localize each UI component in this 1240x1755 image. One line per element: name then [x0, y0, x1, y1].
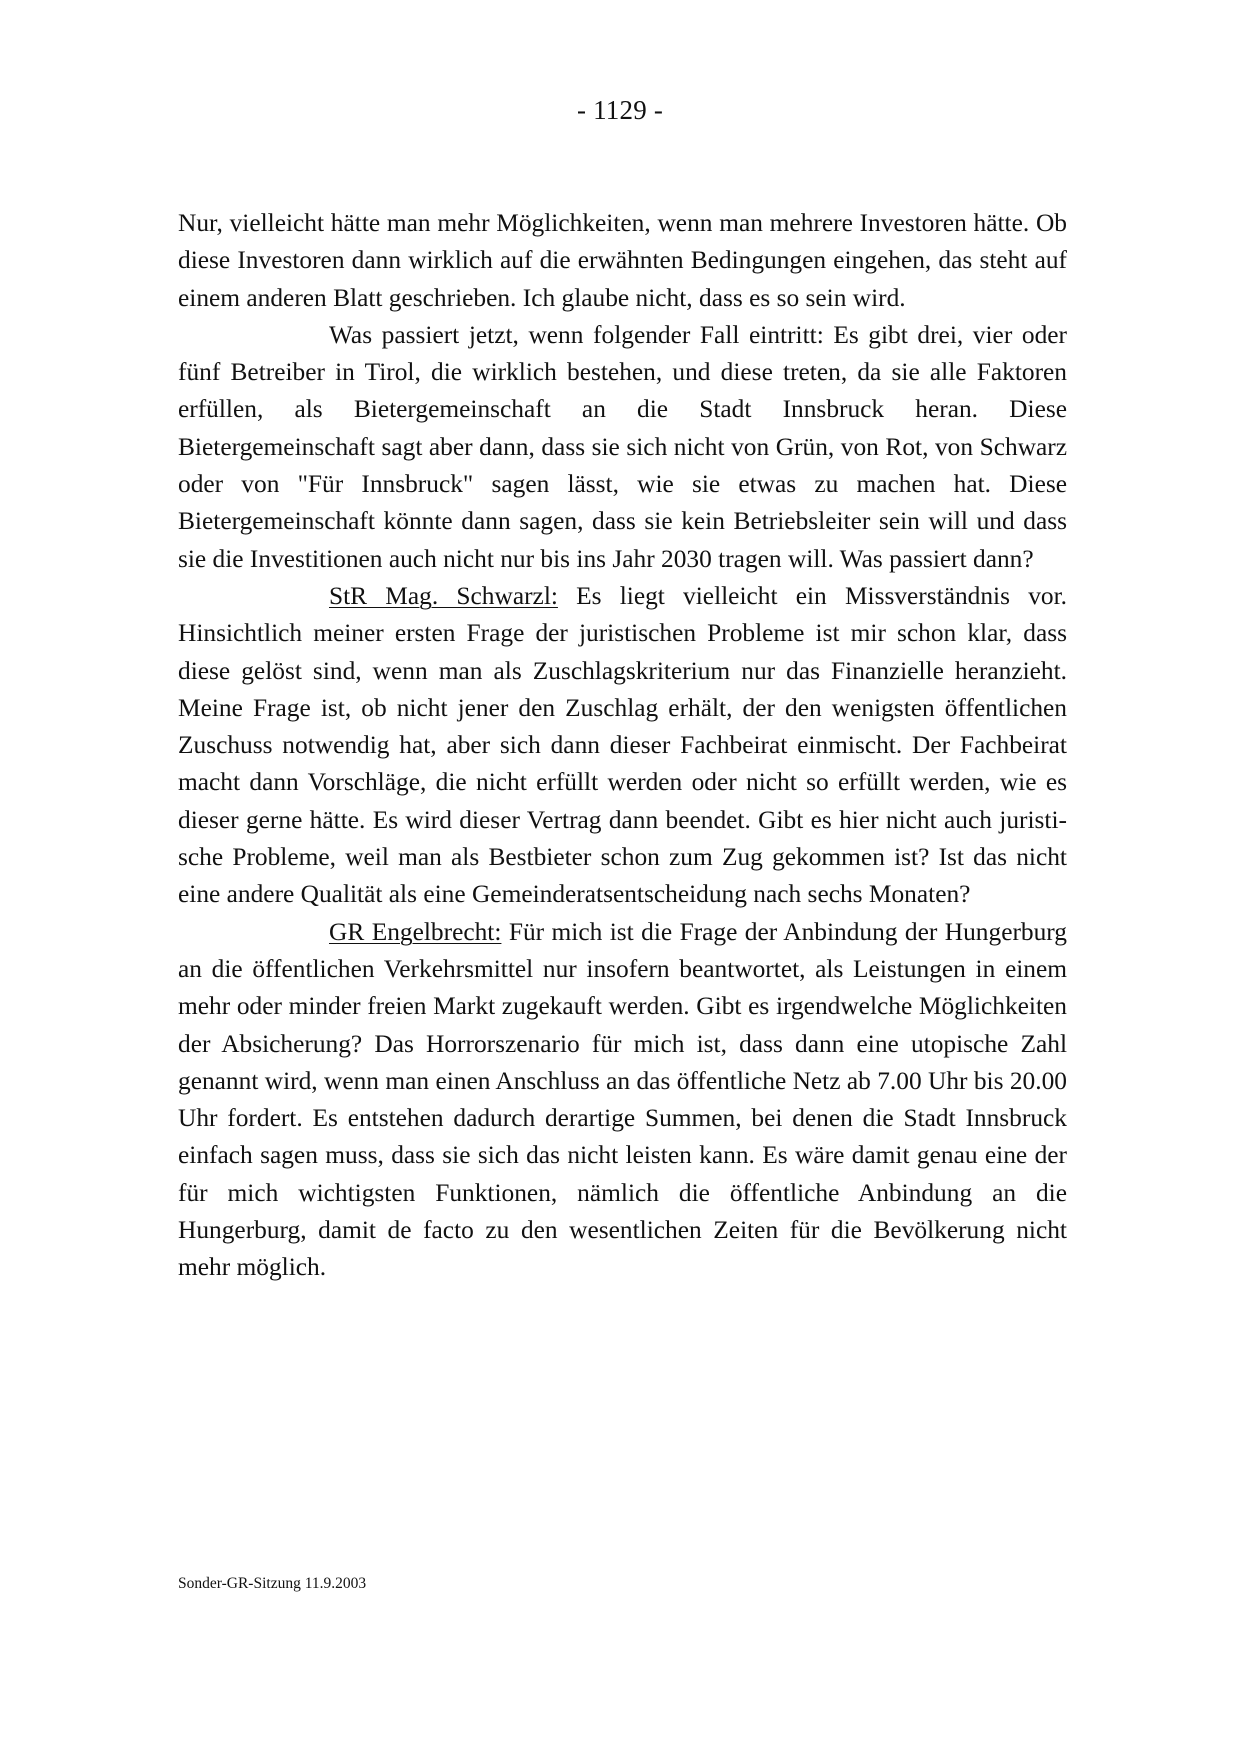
- document-body: [178, 205, 1067, 1287]
- paragraph: [178, 205, 1067, 317]
- paragraph-text: Es liegt vielleicht ein Missverständnis vor. Hinsichtlich meiner ersten Frage der juristischen Probleme ist mir schon klar, dass diese gelöst sind, wenn man als Zuschlagskriterium nur das Finanzielle heranzieht. Meine Frage ist, ob nicht jener den Zuschlag erhält, der den wenigsten öffentlichen Zuschuss notwendig hat, aber sich dann dieser Fachbeirat einmischt. Der Fachbeirat macht dann Vorschläge, die nicht erfüllt werden oder nicht so erfüllt werden, wie es dieser gerne hätte. Es wird dieser Vertrag dann beendet. Gibt es hier nicht auch juristische Probleme, weil man als Bestbieter schon zum Zug gekommen ist? Ist das nicht eine andere Qualität als eine Gemeinderatsentscheidung nach sechs Monaten?: [178, 581, 1067, 909]
- paragraph-text: Nur, vielleicht hätte man mehr Möglichkeiten, wenn man mehrere Investoren hätte. Ob diese Investoren dann wirklich auf die erwähnten Bedingungen eingehen, das steht auf einem anderen Blatt geschrieben. Ich glaube nicht, dass es so sein wird.: [178, 209, 1067, 312]
- paragraph-text: Für mich ist die Frage der Anbindung der Hungerburg an die öffentlichen Verkehrsmittel nur insofern beantwortet, als Leistungen in einem mehr oder minder freien Markt zugekauft werden. Gibt es irgendwelche Möglichkeiten der Absicherung? Das Horrorszenario für mich ist, dass dann eine utopische Zahl genannt wird, wenn man einen Anschluss an das öffentliche Netz ab 7.00 Uhr bis 20.00 Uhr fordert. Es entstehen dadurch derartige Summen, bei denen die Stadt Innsbruck einfach sagen muss, dass sie sich das nicht leisten kann. Es wäre damit genau eine der für mich wichtigsten Funktionen, nämlich die öffentliche Anbindung an die Hungerburg, damit de facto zu den wesentlichen Zeiten für die Bevölkerung nicht mehr möglich.: [178, 917, 1067, 1282]
- speaker-name: GR Engelbrecht:: [329, 917, 502, 946]
- page-number: - 1129 -: [576, 95, 664, 125]
- paragraph-text: Was passiert jetzt, wenn folgender Fall eintritt: Es gibt drei, vier oder fünf Betreiber in Tirol, die wirklich bestehen, und diese treten, da sie alle Faktoren erfüllen, als Bietergemeinschaft an die Stadt Innsbruck heran. Diese Bietergemeinschaft sagt aber dann, dass sie sich nicht von Grün, von Rot, von Schwarz oder von "Für Innsbruck" sagen lässt, wie sie etwas zu machen hat. Diese Bietergemeinschaft könnte dann sagen, dass sie kein Betriebsleiter sein will und dass sie die Investitionen auch nicht nur bis ins Jahr 2030 tragen will. Was passiert dann?: [178, 320, 1067, 573]
- paragraph-schwarzl: [178, 578, 1067, 914]
- footer-session-note: Sonder-GR-Sitzung 11.9.2003: [178, 1575, 367, 1592]
- paragraph: [178, 317, 1067, 578]
- paragraph-engelbrecht: [178, 914, 1067, 1287]
- speaker-name: StR Mag. Schwarzl:: [329, 581, 558, 610]
